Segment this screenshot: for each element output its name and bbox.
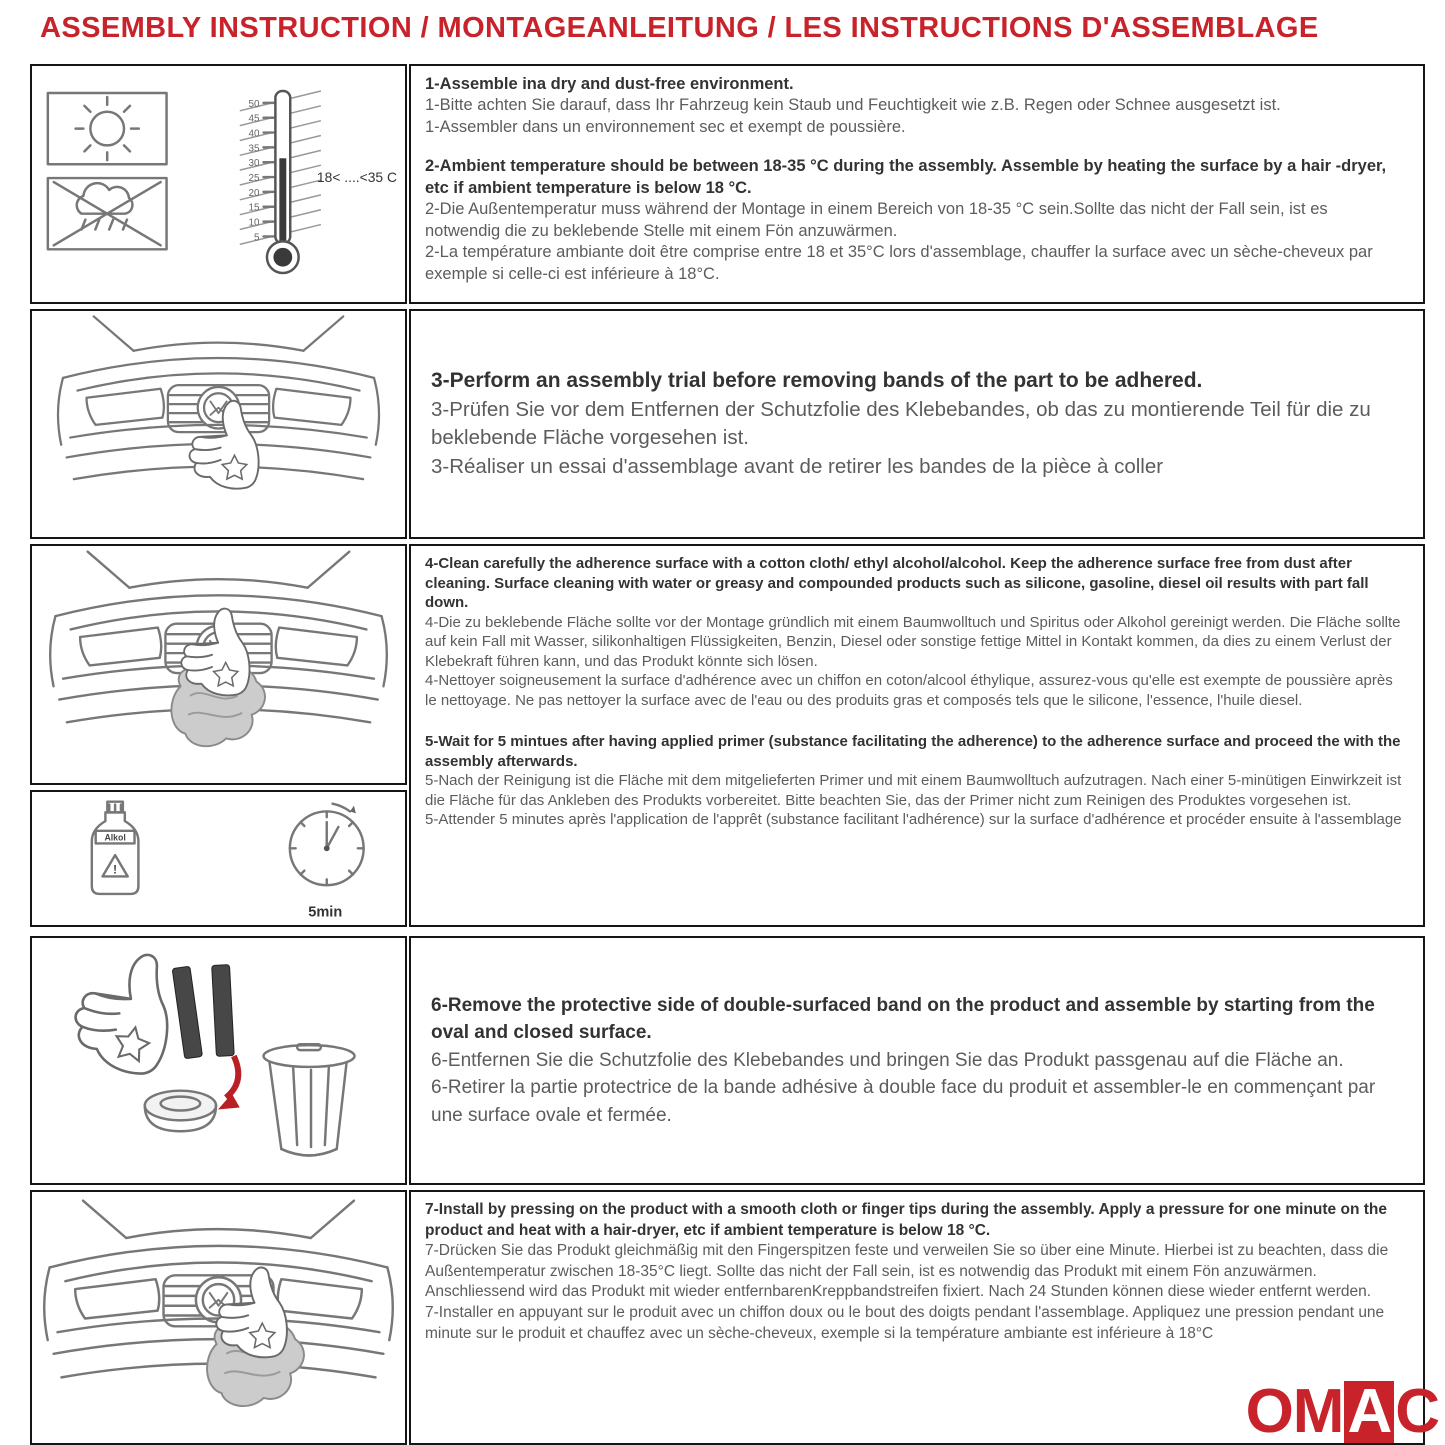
step2-de: 2-Die Außentemperatur muss während der Montage in einem Bereich von 18-35 °C sein.Sollte das nicht der Fall sein, ist es notwendig die zu beklebende Stelle mit einem Fön anzuwärmen. [425, 200, 1328, 240]
svg-text:35: 35 [248, 143, 260, 155]
step5-fr: 5-Attender 5 minutes après l'application de l'apprêt (substance facilitant l'adhérence) sur la surface d'adhérence et procéder ensuite à l'assemblage [425, 811, 1402, 828]
tape-strips-icon [172, 965, 234, 1059]
step-4-5-text-box [409, 544, 1425, 927]
svg-text:50: 50 [248, 98, 260, 110]
step4-en: 4-Clean carefully the adherence surface with a cotton cloth/ ethyl alcohol/alcohol. Keep the adherence surface free from dust after cleaning. Surface cleaning with water or greasy and compounded products such as silicone, gasoline, diesel oil results with part fall down. [425, 555, 1369, 611]
page-title: ASSEMBLY INSTRUCTION / MONTAGEANLEITUNG / LES INSTRUCTIONS D'ASSEMBLAGE [40, 12, 1319, 44]
car-grille-press-icon [32, 1192, 405, 1443]
step3-fr: 3-Réaliser un essai d'assemblage avant de retirer les bandes de la pièce à coller [431, 454, 1164, 478]
step-3-illustration-box [30, 309, 407, 539]
step4-de: 4-Die zu beklebende Fläche sollte vor der Montage gründlich mit einem Baumwolltuch und Spiritus oder Alkohol gereinigt werden. Die Fläche sollte auf kein Fall mit Wasser, silikonhaltigen Flüssigkeiten, Benzin, Diesel oder sonstige fettige Mittel in Kontakt kommen, da dies zu einem Verlust der Klebekraft führen kann, und das Produkt könnte sich lösen. [425, 613, 1401, 670]
svg-text:20: 20 [248, 187, 260, 199]
temperature-illustration-icon [32, 66, 405, 302]
step-3-text-box [409, 309, 1425, 539]
thermometer-icon [240, 91, 397, 273]
step4-fr: 4-Nettoyer soigneusement la surface d'adhérence avec un chiffon en coton/alcool éthylique, assurez-vous qu'elle est exempte de poussière après le nettoyage. Ne pas nettoyer la surface avec de l'eau ou des produits gras et composés tels que le silicone, l'essence, l'huile diesel. [425, 672, 1393, 709]
step1-de: 1-Bitte achten Sie darauf, dass Ihr Fahrzeug kein Staub und Feuchtigkeit wie z.B. Regen oder Schnee ausgesetzt ist. [425, 96, 1281, 115]
omac-logo [1245, 1377, 1439, 1445]
trash-can-icon [264, 1044, 355, 1155]
step5-de: 5-Nach der Reinigung ist die Fläche mit dem mitgelieferten Primer und mit einem Baumwolltuch aufzutragen. Nach einer 5-minütigen Einwirkzeit ist die Fläche für das Ankleben des Produkts vorbereitet. Bitte beachten Sie, das der Primer nicht zum Reinigen des Produktes vorgesehen ist. [425, 772, 1402, 809]
clock-icon [290, 804, 364, 886]
car-grille-trial-icon [32, 311, 405, 537]
clock-duration-label: 5min [308, 904, 343, 921]
step2-en: 2-Ambient temperature should be between 18-35 °C during the assembly. Assemble by heating the surface by a hair -dryer, etc if ambient temperature is below 18 °C. [425, 157, 1387, 197]
step-6-text-box [409, 936, 1425, 1185]
step-6-illustration-box [30, 936, 407, 1185]
step7-fr: 7-Installer en appuyant sur le produit avec un chiffon doux ou le bout des doigts pendant l'assemblage. Appliquez une pression pendant une minute sur le produit et chauffez avec un sèche-cheveux, exemple si la température ambiante est inférieure à 18°C [425, 1304, 1385, 1342]
step-1-2-illustration-box [30, 64, 407, 304]
red-arrow-icon [226, 1056, 238, 1098]
step1-en: 1-Assemble ina dry and dust-free environment. [425, 75, 794, 93]
remove-band-icon [32, 938, 405, 1183]
step-5-illustration-box [30, 790, 407, 927]
svg-text:25: 25 [248, 173, 260, 185]
svg-text:15: 15 [248, 202, 260, 214]
step5-en: 5-Wait for 5 mintues after having applied primer (substance facilitating the adherence) to the adherence surface and proceed the with the assembly afterwards. [425, 733, 1401, 770]
step3-en: 3-Perform an assembly trial before removing bands of the part to be adhered. [431, 369, 1203, 393]
product-pod-icon [145, 1091, 216, 1132]
svg-text:5: 5 [254, 232, 260, 244]
temperature-range-label: 18< ....<35 C [316, 169, 397, 186]
step6-en: 6-Remove the protective side of double-surfaced band on the product and assemble by starting from the oval and closed surface. [431, 994, 1375, 1044]
warning-exclamation: ! [113, 863, 118, 877]
step6-fr: 6-Retirer la partie protectrice de la bande adhésive à double face du produit et assembler-le en commençant par une surface ovale et fermée. [431, 1077, 1376, 1126]
step1-fr: 1-Assembler dans un environnement sec et exempt de poussière. [425, 117, 906, 136]
step7-en: 7-Install by pressing on the product with a smooth cloth or finger tips during the assembly. Apply a pressure for one minute on the product and heat with a hair-dryer, etc if ambient temperature is below 18 °C. [425, 1201, 1387, 1239]
alcohol-and-clock-icon [32, 792, 405, 925]
alcohol-label: Alkol [104, 832, 126, 843]
svg-text:30: 30 [248, 158, 260, 170]
logo-letter-c: C [1395, 1377, 1439, 1445]
step2-fr: 2-La température ambiante doit être comprise entre 18 et 35°C lors d'assemblage, chauffer la surface avec un sèche-cheveux par exemple si celle-ci est inférieure à 18°C. [425, 243, 1373, 283]
step6-de: 6-Entfernen Sie die Schutzfolie des Klebebandes und bringen Sie das Produkt passgenau auf die Fläche an. [431, 1049, 1344, 1071]
logo-letters-om: OM [1245, 1377, 1344, 1445]
alcohol-bottle-icon [92, 802, 139, 894]
step3-de: 3-Prüfen Sie vor dem Entfernen der Schutzfolie des Klebebandes, ob das zu montierende Teil für die zu beklebende Fläche vorgesehen ist. [431, 398, 1371, 450]
sun-icon [48, 93, 167, 164]
logo-letter-a: A [1344, 1381, 1394, 1443]
svg-text:40: 40 [248, 128, 260, 140]
car-grille-clean-icon [32, 546, 405, 783]
step7-de: 7-Drücken Sie das Produkt gleichmäßig mit den Fingerspitzen feste und verweilen Sie so über eine Minute. Hierbei ist zu beachten, dass die Außentemperatur zwischen 18-35°C liegt. Sollte das nicht der Fall sein, ist es notwendig das Produkt mit einem Fön anzuwärmen. Anschliessend wird das Produkt mit wieder entfernbarenKreppbandstreifen fixiert. Nach 24 Stunden können diese wieder entfernt werden. [425, 1242, 1389, 1301]
svg-text:45: 45 [248, 113, 260, 125]
step-1-2-text-box [409, 64, 1425, 304]
no-rain-icon [48, 178, 167, 249]
step-4-illustration-box [30, 544, 407, 785]
step-7-illustration-box [30, 1190, 407, 1445]
svg-text:10: 10 [248, 217, 260, 229]
